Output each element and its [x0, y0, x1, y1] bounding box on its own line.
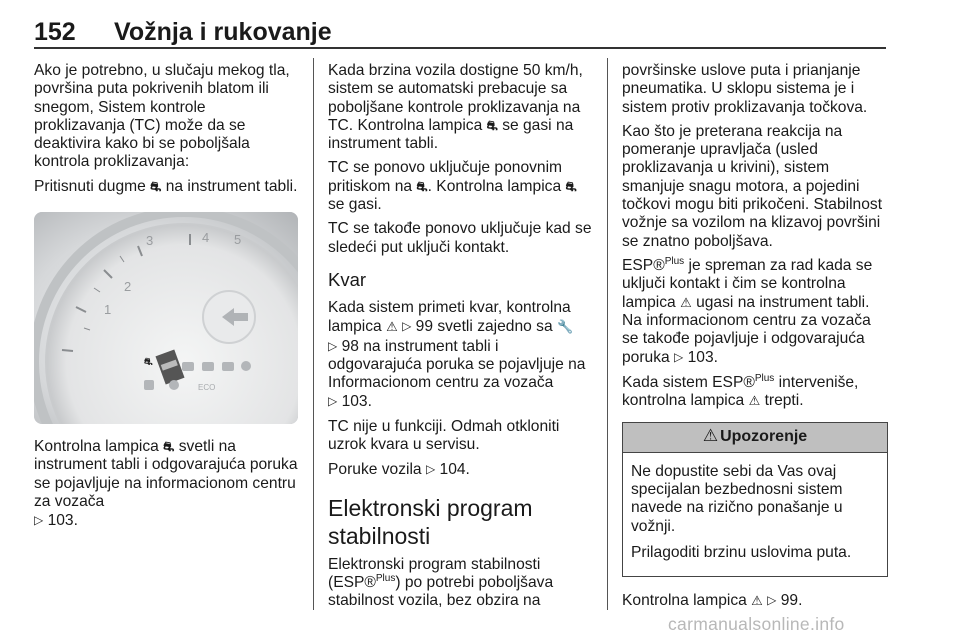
column-3 [622, 62, 888, 616]
paragraph: TC se ponovo uključuje ponovnim pritiskom na ⛐. Kontrolna lampica ⛐ se gasi. [328, 159, 577, 214]
page-reference-icon: ▷ [328, 338, 338, 353]
paragraph: Pritisnuti dugme ⛐ na instrument tabli. [34, 177, 298, 195]
warning-triangle-icon: ⚠ [702, 426, 719, 446]
paragraph: Kontrolna lampica ⛐ svetli na instrument tabli i odgovarajuća poruka se pojavljuje na informacionom centru za vozača ▷ 103. [34, 438, 298, 530]
column-1 [34, 62, 300, 537]
section-heading-esp: Elektronski program stabilnosti [328, 494, 533, 549]
eco-label: ECO [198, 383, 216, 393]
paragraph: Kontrolna lampica ⚠ ▷ 99. [622, 592, 803, 610]
warning-text: Ne dopustite sebi da Vas ovaj specijalan bezbednosni sistem navede na rizično ponašanje u vožnji. [631, 462, 843, 535]
page-reference-icon: ▷ [402, 319, 412, 334]
section-heading-kvar: Kvar [328, 268, 367, 290]
dial-label-4: 4 [202, 230, 210, 246]
paragraph: površinske uslove puta i prianjanje pneumatika. U sklopu sistema je i sistem protiv proklizavanja točkova. [622, 62, 868, 116]
traction-control-icon: ⛐ [565, 178, 577, 194]
paragraph: TC nije u funkciji. Odmah otkloniti uzrok kvara u servisu. [328, 417, 560, 454]
paragraph: Kada brzina vozila dostigne 50 km/h, sistem se automatski prebacuje sa poboljšane kontrole proklizavanja na TC. Kontrolna lampica ⛐ se gasi na instrument tabli. [328, 62, 583, 153]
dial-label-2: 2 [124, 279, 132, 295]
column-divider-1 [313, 58, 314, 610]
header-rule [34, 47, 886, 49]
warning-header: ⚠ Upozorenje [623, 423, 887, 452]
page-reference-icon: ▷ [34, 513, 44, 528]
page-reference-icon: ▷ [767, 593, 777, 608]
wrench-icon: 🔧 [556, 319, 574, 335]
esp-icon: ⚠ [748, 393, 761, 409]
esp-icon: ⚠ [680, 294, 692, 310]
traction-control-icon: ⛐ [486, 117, 498, 133]
page-number: 152 [34, 18, 76, 46]
traction-control-icon: ⛐ [416, 178, 428, 194]
watermark: carmanualsonline.info [668, 614, 845, 634]
page-title: Vožnja i rukovanje [114, 18, 332, 46]
paragraph: Kada sistem ESP®$^{Plus}$ interveniše, kontrolna lampica ⚠ trepti. [622, 372, 859, 410]
warning-text: Prilagoditi brzinu uslovima puta. [631, 543, 852, 561]
traction-control-icon: ⛐ [150, 178, 162, 194]
dial-label-5: 5 [234, 232, 242, 248]
column-divider-2 [607, 58, 608, 610]
traction-control-icon: ⛐ [163, 439, 175, 455]
page-reference-icon: ▷ [674, 350, 684, 365]
page-reference-icon: ▷ [425, 462, 436, 477]
esp-icon: ⚠ [386, 319, 398, 335]
paragraph: Elektronski program stabilnosti (ESP®$^{Plus}$) po potrebi poboljšava stabilnost vozila, bez obzira na [328, 555, 554, 610]
column-2 [328, 62, 596, 617]
svg-text:⛐: ⛐ [144, 357, 153, 369]
page-header [34, 10, 886, 50]
paragraph: Kao što je preterana reakcija na pomeranje upravljača (usled proklizavanja u krivini), sistem smanjuje snagu motora, a pojedini točkovi mogu biti prikočeni. Stabilnost vožnje sa vozilom na klizavoj površini se znatno poboljšava. [622, 122, 883, 250]
esp-icon: ⚠ [751, 593, 763, 609]
instrument-cluster-image [34, 212, 298, 424]
paragraph: Poruke vozila ▷ 104. [328, 461, 470, 479]
page-reference-icon: ▷ [328, 394, 338, 409]
paragraph: ESP®$^{Plus}$ je spreman za rad kada se uključi kontakt i čim se kontrolna lampica ⚠ ugasi na instrument tabli. Na informacionom centru za vozača se takođe pojavljuje i odgovarajuća poruka ▷ 103. [622, 255, 873, 367]
dial-label-1: 1 [104, 302, 112, 318]
warning-box [622, 422, 888, 577]
paragraph: TC se takođe ponovo uključuje kad se sledeći put uključi kontakt. [328, 220, 592, 256]
paragraph: Ako je potrebno, u slučaju mekog tla, površina puta pokrivenih blatom ili snegom, Sistem kontrole proklizavanja (TC) može da se deaktivira kako bi se poboljšala kontrola proklizavanja: [34, 62, 290, 171]
warning-body [623, 453, 887, 576]
dial-label-3: 3 [146, 233, 154, 249]
paragraph: Kada sistem primeti kvar, kontrolna lampica ⚠ ▷ 99 svetli zajedno sa 🔧 ▷ 98 na instrument tabli i odgovarajuća poruka se pojavljuje na Informacionom centru za vozača ▷ 103. [328, 298, 586, 411]
